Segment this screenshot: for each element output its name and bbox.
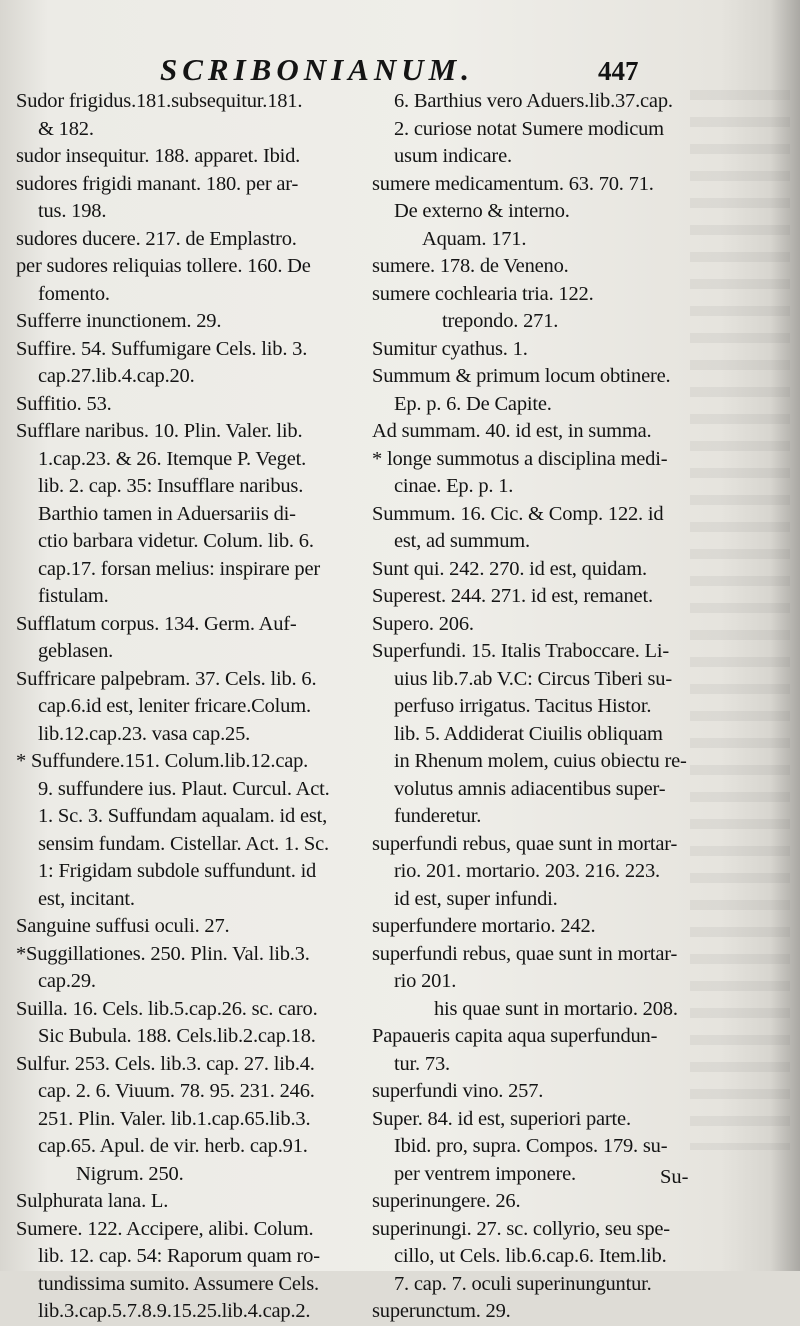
index-line: Sanguine suffusi oculi. 27. — [16, 915, 230, 937]
index-line: cinae. Ep. p. 1. — [394, 475, 514, 497]
index-line: 7. cap. 7. oculi superinunguntur. — [394, 1272, 652, 1295]
right-index-column — [372, 88, 718, 1326]
index-line: * Suffundere.151. Colum.lib.12.cap. — [16, 750, 309, 772]
index-line: Ep. p. 6. De Capite. — [394, 392, 552, 415]
index-line: tus. 198. — [38, 200, 107, 222]
index-line: Super. 84. id est, superiori parte. — [372, 1107, 631, 1130]
index-line: cap.29. — [38, 970, 96, 992]
index-line: Ad summam. 40. id est, in summa. — [372, 420, 652, 442]
index-line: lib. 12. cap. 54: Raporum quam ro- — [38, 1245, 320, 1267]
index-line: cillo, ut Cels. lib.6.cap.6. Item.lib. — [394, 1245, 667, 1267]
index-line: in Rhenum molem, cuius obiectu re- — [394, 750, 687, 772]
index-line: sensim fundam. Cistellar. Act. 1. Sc. — [38, 832, 329, 855]
index-line: Superest. 244. 271. id est, remanet. — [372, 585, 653, 607]
index-line: * longe summotus a disciplina medi- — [372, 447, 668, 470]
index-line: sudor insequitur. 188. apparet. Ibid. — [16, 145, 301, 167]
index-line: cap.65. Apul. de vir. herb. cap.91. — [38, 1135, 308, 1157]
index-line: est, incitant. — [38, 887, 135, 910]
index-line: Ibid. pro, supra. Compos. 179. su- — [394, 1135, 668, 1157]
index-line: Suffire. 54. Suffumigare Cels. lib. 3. — [16, 337, 308, 360]
index-line: 9. suffundere ius. Plaut. Curcul. Act. — [38, 777, 330, 800]
index-line: 1. Sc. 3. Suffundam aqualam. id est, — [38, 805, 328, 827]
index-line: lib. 2. cap. 35: Insufflare naribus. — [38, 475, 304, 497]
index-line: cap.27.lib.4.cap.20. — [38, 365, 195, 387]
index-line: sudores ducere. 217. de Emplastro. — [16, 227, 297, 250]
index-line: lib.3.cap.5.7.8.9.15.25.lib.4.cap.2. — [38, 1300, 311, 1322]
index-line: rio. 201. mortario. 203. 216. 223. — [394, 860, 660, 882]
index-line: Sumere. 122. Accipere, alibi. Colum. — [16, 1217, 314, 1240]
index-line: uius lib.7.ab V.C: Circus Tiberi su- — [394, 667, 672, 690]
index-line: tundissima sumito. Assumere Cels. — [38, 1272, 319, 1295]
index-line: Sic Bubula. 188. Cels.lib.2.cap.18. — [38, 1025, 316, 1047]
index-line: Superfundi. 15. Italis Traboccare. Li- — [372, 640, 669, 662]
page-number: 447 — [598, 56, 639, 86]
index-line: superinungere. 26. — [372, 1190, 521, 1212]
index-line: lib. 5. Addiderat Ciuilis obliquam — [394, 722, 663, 745]
index-line: cap. 2. 6. Viuum. 78. 95. 231. 246. — [38, 1080, 315, 1102]
index-line: sumere. 178. de Veneno. — [372, 255, 569, 277]
index-line: usum indicare. — [394, 145, 512, 167]
index-line: 251. Plin. Valer. lib.1.cap.65.lib.3. — [38, 1107, 311, 1130]
index-line: rio 201. — [394, 970, 457, 992]
index-line: geblasen. — [38, 640, 114, 662]
index-line: ctio barbara videtur. Colum. lib. 6. — [38, 530, 314, 552]
index-line: 2. curiose notat Sumere modicum — [394, 117, 664, 140]
index-line: Nigrum. 250. — [76, 1162, 184, 1185]
index-line: Aquam. 171. — [422, 227, 527, 250]
index-line: superfundi vino. 257. — [372, 1080, 544, 1102]
index-line: Suffitio. 53. — [16, 392, 112, 415]
index-line: Suilla. 16. Cels. lib.5.cap.26. sc. caro. — [16, 997, 318, 1020]
index-line: sumere medicamentum. 63. 70. 71. — [372, 172, 654, 195]
index-line: Sunt qui. 242. 270. id est, quidam. — [372, 557, 647, 580]
page-header — [0, 52, 800, 92]
index-line: sudores frigidi manant. 180. per ar- — [16, 172, 299, 195]
index-line: Sufflare naribus. 10. Plin. Valer. lib. — [16, 420, 303, 442]
index-line: Sulphurata lana. L. — [16, 1190, 169, 1212]
index-line: superfundi rebus, quae sunt in mortar- — [372, 942, 678, 965]
catchword: Su- — [660, 1166, 689, 1188]
index-line: funderetur. — [394, 805, 482, 827]
index-line: Suffricare palpebram. 37. Cels. lib. 6. — [16, 667, 317, 690]
index-line: *Suggillationes. 250. Plin. Val. lib.3. — [16, 942, 310, 965]
index-line: Sudor frigidus.181.subsequitur.181. — [16, 90, 303, 112]
index-line: perfuso irrigatus. Tacitus Histor. — [394, 695, 652, 717]
index-line: 1.cap.23. & 26. Itemque P. Veget. — [38, 447, 307, 470]
index-line: superfundere mortario. 242. — [372, 915, 596, 937]
index-line: Sufferre inunctionem. 29. — [16, 310, 222, 332]
index-line: id est, super infundi. — [394, 887, 558, 910]
index-line: sumere cochlearia tria. 122. — [372, 282, 594, 305]
index-line: Sulfur. 253. Cels. lib.3. cap. 27. lib.4. — [16, 1052, 315, 1075]
index-line: cap.6.id est, leniter fricare.Colum. — [38, 695, 311, 717]
index-line: De externo & interno. — [394, 200, 570, 222]
index-line: cap.17. forsan melius: inspirare per — [38, 557, 320, 580]
index-line: lib.12.cap.23. vasa cap.25. — [38, 722, 251, 745]
index-line: fistulam. — [38, 585, 109, 607]
index-line: Barthio tamen in Aduersariis di- — [38, 502, 296, 525]
running-title: SCRIBONIANUM. — [160, 52, 474, 87]
index-line: est, ad summum. — [394, 530, 530, 552]
index-line: his quae sunt in mortario. 208. — [434, 997, 678, 1020]
index-line: superinungi. 27. sc. collyrio, seu spe- — [372, 1217, 670, 1240]
index-line: tur. 73. — [394, 1052, 450, 1075]
index-line: Supero. 206. — [372, 612, 474, 635]
index-line: volutus amnis adiacentibus super- — [394, 777, 666, 800]
index-line: superfundi rebus, quae sunt in mortar- — [372, 832, 678, 855]
index-line: 1: Frigidam subdole suffundunt. id — [38, 860, 317, 882]
index-line: Summum & primum locum obtinere. — [372, 365, 671, 387]
index-line: fomento. — [38, 282, 110, 305]
index-line: Papaueris capita aqua superfundun- — [372, 1025, 658, 1047]
index-line: Sufflatum corpus. 134. Germ. Auf- — [16, 612, 297, 635]
index-line: & 182. — [38, 117, 94, 140]
index-line: superunctum. 29. — [372, 1300, 511, 1322]
index-line: per ventrem imponere. — [394, 1162, 576, 1185]
index-line: 6. Barthius vero Aduers.lib.37.cap. — [394, 90, 673, 112]
index-line: Summum. 16. Cic. & Comp. 122. id — [372, 502, 664, 525]
left-index-column — [16, 88, 371, 1326]
index-line: trepondo. 271. — [442, 310, 559, 332]
index-line: Sumitur cyathus. 1. — [372, 337, 528, 360]
index-line: per sudores reliquias tollere. 160. De — [16, 255, 311, 277]
